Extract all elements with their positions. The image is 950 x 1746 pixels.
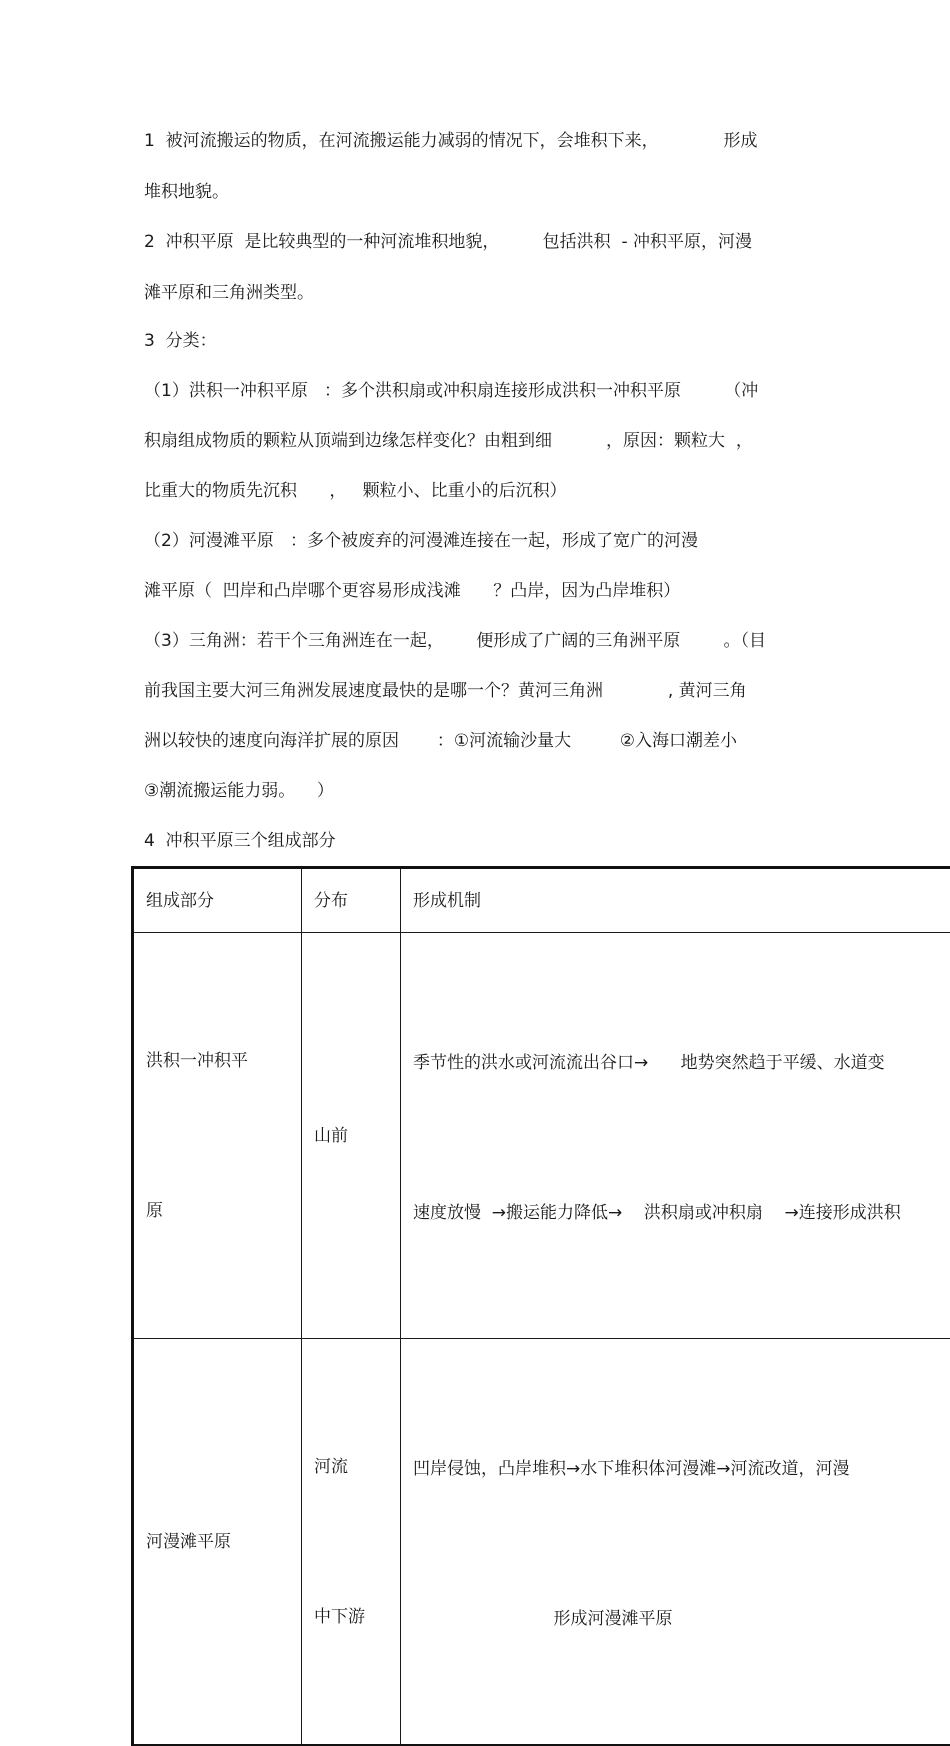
item-2-line-1: （2）河漫滩平原 ：多个被废弃的河漫滩连接在一起，形成了宽广的河漫 (144, 530, 698, 552)
paragraph-1-line-1: 1 被河流搬运的物质，在河流搬运能力减弱的情况下，会堆积下来， 形成 (144, 130, 757, 152)
item-1-line-3: 比重大的物质先沉积 ， 颗粒小、比重小的后沉积） (144, 480, 567, 502)
cell-part (133, 933, 302, 1339)
composition-table (131, 866, 950, 1746)
cell-line: 山前 (314, 1111, 388, 1161)
header-distribution: 分布 (302, 868, 401, 933)
item-2-line-2: 滩平原（ 凹岸和凸岸哪个更容易形成浅滩 ？凸岸，因为凸岸堆积） (144, 580, 680, 602)
table-row (133, 1339, 950, 1746)
item-1-line-2: 积扇组成物质的颗粒从顶端到边缘怎样变化？由粗到细 ，原因：颗粒大 ， (144, 430, 753, 452)
cell-line: 凹岸侵蚀，凸岸堆积→水下堆积体河漫滩→河流改道，河漫 (413, 1444, 950, 1494)
header-mechanism: 形成机制 (401, 868, 950, 933)
paragraph-2-line-1: 2 冲积平原 是比较典型的一种河流堆积地貌， 包括洪积 - 冲积平原，河漫 (144, 231, 752, 253)
item-3-line-4: ③潮流搬运能力弱。 ） (144, 780, 334, 802)
section-3-heading: 3 分类： (144, 330, 217, 352)
cell-line: 季节性的洪水或河流流出谷口→ 地势突然趋于平缓、水道变 (413, 1038, 950, 1088)
paragraph-1-line-2: 堆积地貌。 (144, 181, 229, 203)
cell-mechanism (401, 1339, 950, 1746)
table-header-row (133, 868, 950, 933)
cell-part (133, 1339, 302, 1746)
cell-line: 中下游 (314, 1592, 388, 1642)
cell-line: 速度放慢 →搬运能力降低→ 洪积扇或冲积扇 →连接形成洪积 (413, 1188, 950, 1238)
paragraph-2-line-2: 滩平原和三角洲类型。 (144, 282, 314, 304)
cell-line: 河漫滩平原 (146, 1517, 289, 1567)
cell-line: 洪积一冲积平 (146, 1036, 289, 1086)
cell-line: 原 (146, 1186, 289, 1236)
item-3-line-3: 洲以较快的速度向海洋扩展的原因 ：①河流输沙量大 ②入海口潮差小 (144, 730, 737, 752)
cell-mechanism (401, 933, 950, 1339)
cell-distribution (302, 933, 401, 1339)
section-4-heading: 4 冲积平原三个组成部分 (144, 830, 336, 852)
cell-distribution (302, 1339, 401, 1746)
header-part: 组成部分 (133, 868, 302, 933)
item-1-line-1: （1）洪积一冲积平原 ：多个洪积扇或冲积扇连接形成洪积一冲积平原 （冲 (144, 380, 758, 402)
item-3-line-2: 前我国主要大河三角洲发展速度最快的是哪一个？黄河三角洲 , 黄河三角 (144, 680, 747, 702)
item-3-line-1: （3）三角洲：若干个三角洲连在一起， 便形成了广阔的三角洲平原 。（目 (144, 630, 766, 652)
cell-line: 形成河漫滩平原 (413, 1594, 950, 1644)
table-row (133, 933, 950, 1339)
cell-line: 河流 (314, 1442, 388, 1492)
